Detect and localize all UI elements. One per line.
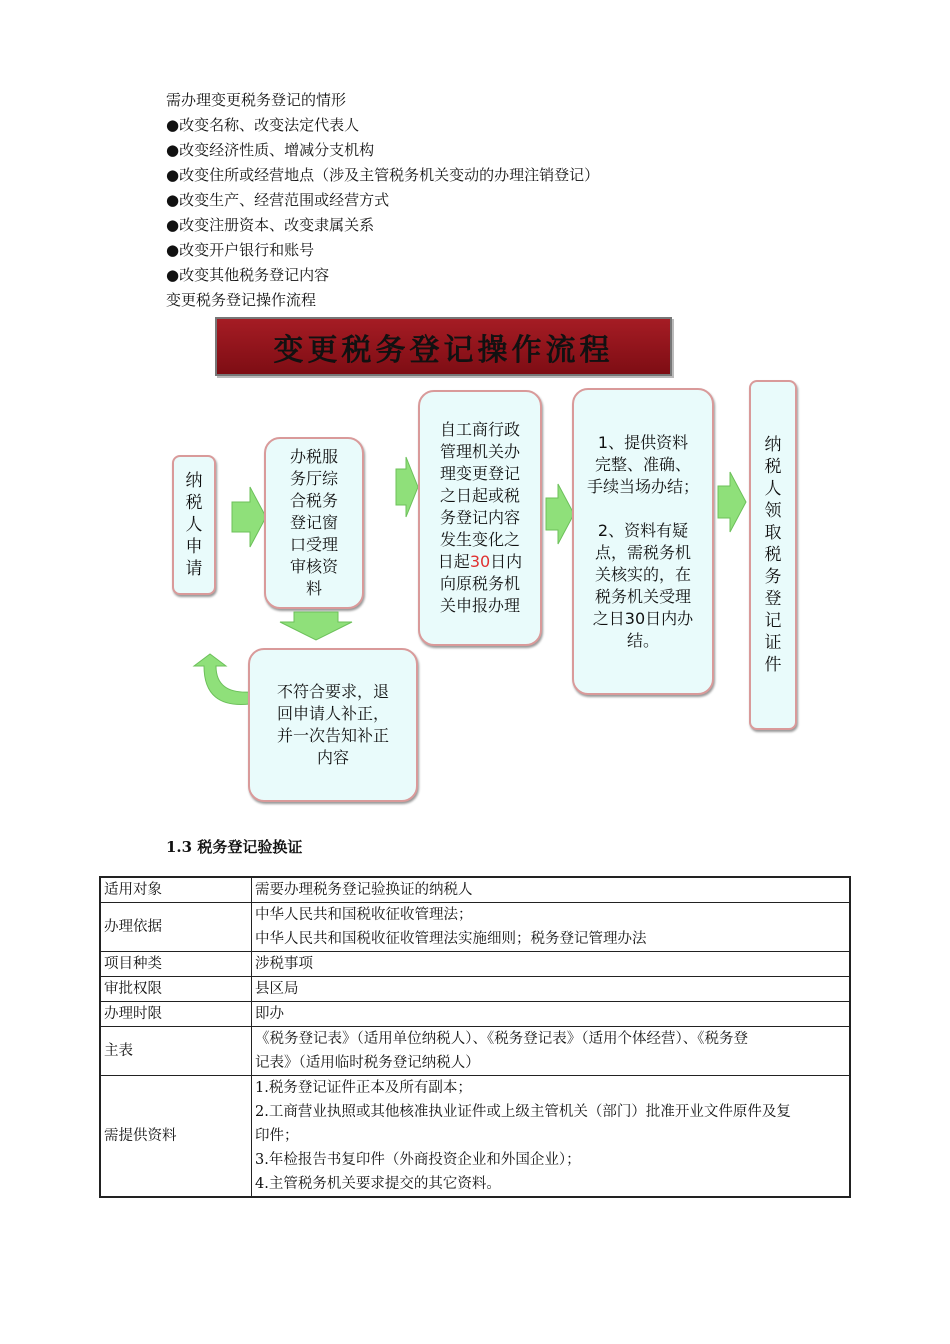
- table-cell-line: 印件；: [255, 1128, 299, 1144]
- table-row-label: 适用对象: [100, 877, 252, 903]
- table-row: [100, 1076, 850, 1198]
- step-issue-box: 纳 税 人 领 取 税 务 登 记 证 件: [749, 380, 797, 730]
- arrow-right-icon: [396, 457, 418, 517]
- intro-heading: 需办理变更税务登记的情形: [166, 91, 347, 109]
- table-row-label: 办理时限: [100, 1002, 252, 1027]
- table-row-value: [252, 1027, 851, 1076]
- table-cell-line: 即办: [255, 1006, 284, 1022]
- table-row: [100, 1027, 850, 1076]
- step-reject-box: 不符合要求，退 回申请人补正， 并一次告知补正 内容: [248, 648, 418, 802]
- arrow-right-icon: [232, 487, 266, 547]
- table-row-value: [252, 1076, 851, 1198]
- section-title: 1.3 税务登记验换证: [166, 838, 303, 856]
- deadline-text-b: 日内 向原税务机 关申报办理: [439, 552, 523, 615]
- table-cell-line: 记表》（适用临时税务登记纳税人）: [255, 1055, 480, 1071]
- table-cell-line: 需要办理税务登记验换证的纳税人: [255, 882, 473, 898]
- intro-item: ●改变生产、经营范围或经营方式: [166, 191, 390, 209]
- table-row: [100, 877, 850, 903]
- table-cell-line: 3.年检报告书复印件（外商投资企业和外国企业）；: [255, 1152, 581, 1168]
- table-row: [100, 1002, 850, 1027]
- arrow-down-icon: [280, 612, 352, 640]
- table-row: [100, 977, 850, 1002]
- step-deadline-box: [418, 390, 542, 646]
- table-cell-line: 中华人民共和国税收征收管理法实施细则；税务登记管理办法: [255, 931, 647, 947]
- step-apply-box: 纳 税 人 申 请: [172, 455, 216, 595]
- table-cell-line: 县区局: [255, 981, 299, 997]
- table-row-label: 需提供资料: [100, 1076, 252, 1198]
- table-row-value: [252, 1002, 851, 1027]
- intro-section: [166, 88, 599, 313]
- step-process-box: 1、提供资料 完整、准确、 手续当场办结； 2、资料有疑 点，需税务机 关核实的，在 税务机关受理 之日30日内办 结。: [572, 388, 714, 695]
- table-row-label: 审批权限: [100, 977, 252, 1002]
- table-row-value: [252, 877, 851, 903]
- arrow-right-icon: [546, 484, 574, 544]
- deadline-number: 30: [469, 552, 491, 571]
- table-row-label: 项目种类: [100, 952, 252, 977]
- table-row-label: 主表: [100, 1027, 252, 1076]
- intro-item: ●改变注册资本、改变隶属关系: [166, 216, 375, 234]
- table-row-value: [252, 903, 851, 952]
- flowchart-banner: 变更税务登记操作流程: [215, 317, 672, 376]
- step-review-box: 办税服 务厅综 合税务 登记窗 口受理 审核资 料: [264, 437, 364, 609]
- table-row-label: 办理依据: [100, 903, 252, 952]
- table-row: [100, 952, 850, 977]
- table-row: [100, 903, 850, 952]
- flow-caption: 变更税务登记操作流程: [166, 291, 317, 309]
- table-row-value: [252, 952, 851, 977]
- table-cell-line: 1.税务登记证件正本及所有副本；: [255, 1080, 472, 1096]
- arrow-right-icon: [718, 472, 746, 532]
- flowchart: [160, 312, 810, 812]
- table-cell-line: 涉税事项: [255, 956, 313, 972]
- intro-item: ●改变开户银行和账号: [166, 241, 315, 259]
- intro-item: ●改变名称、改变法定代表人: [166, 116, 360, 134]
- return-arrow-icon: [194, 654, 250, 726]
- table-cell-line: 《税务登记表》（适用单位纳税人）、《税务登记表》（适用个体经营）、《税务登: [255, 1031, 748, 1047]
- table-cell-line: 2.工商营业执照或其他核准执业证件或上级主管机关（部门）批准开业文件原件及复: [255, 1104, 791, 1120]
- table-row-value: [252, 977, 851, 1002]
- table-cell-line: 中华人民共和国税收征收管理法；: [255, 907, 473, 923]
- table-cell-line: 4.主管税务机关要求提交的其它资料。: [255, 1176, 501, 1192]
- intro-item: ●改变经济性质、增减分支机构: [166, 141, 375, 159]
- intro-item: ●改变住所或经营地点（涉及主管税务机关变动的办理注销登记）: [166, 166, 600, 184]
- info-table: [99, 876, 851, 1198]
- intro-item: ●改变其他税务登记内容: [166, 266, 330, 284]
- deadline-text-a: 自工商行政 管理机关办 理变更登记 之日起或税 务登记内容 发生变化之 日起: [437, 420, 520, 571]
